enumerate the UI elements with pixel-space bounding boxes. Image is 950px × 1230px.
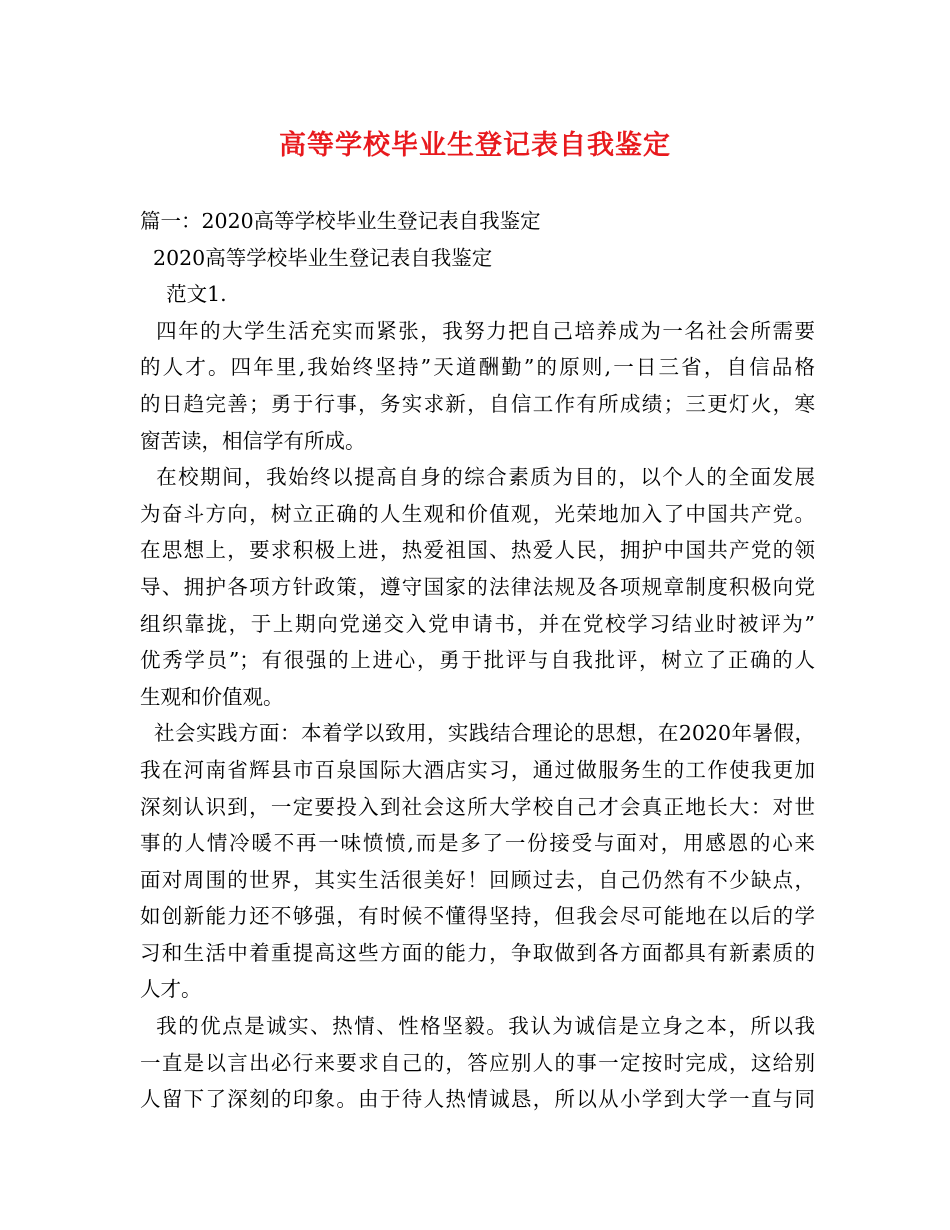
body-line: 习和生活中着重提高这些方面的能力，争取做到各方面都具有新素质的 — [140, 940, 815, 965]
body-line: 面对周围的世界，其实生活很美好！回顾过去，自己仍然有不少缺点， — [140, 867, 815, 892]
body-line: 人才。 — [140, 977, 202, 1002]
body-line: 在校期间，我始终以提高自身的综合素质为目的，以个人的全面发展 — [156, 465, 815, 490]
body-line: 一直是以言出必行来要求自己的，答应别人的事一定按时完成，这给别 — [140, 1050, 815, 1075]
body-line: 导、拥护各项方针政策，遵守国家的法律法规及各项规章制度积极向党 — [140, 574, 815, 599]
document-body — [140, 203, 815, 1118]
body-line: 社会实践方面：本着学以致用，实践结合理论的思想，在2020年暑假， — [154, 721, 815, 746]
body-line: 篇一：2020高等学校毕业生登记表自我鉴定 — [140, 209, 541, 233]
body-line: 2020高等学校毕业生登记表自我鉴定 — [153, 245, 493, 270]
body-line: 我在河南省辉县市百泉国际大酒店实习，通过做服务生的工作使我更加 — [140, 757, 815, 782]
body-line: 的人才。四年里,我始终坚持”天道酬勤”的原则,一日三省，自信品格 — [140, 355, 815, 380]
body-line: 深刻认识到，一定要投入到社会这所大学校自己才会真正地长大：对世 — [140, 794, 815, 819]
body-line: 为奋斗方向，树立正确的人生观和价值观，光荣地加入了中国共产党。 — [140, 501, 815, 526]
body-line: 生观和价值观。 — [140, 684, 284, 709]
document-title: 高等学校毕业生登记表自我鉴定 — [279, 130, 671, 161]
body-line: 组织靠拢，于上期向党递交入党申请书，并在党校学习结业时被评为” — [140, 611, 815, 636]
body-line: 窗苦读，相信学有所成。 — [140, 428, 366, 453]
body-line: 的日趋完善；勇于行事，务实求新，自信工作有所成绩；三更灯火，寒 — [140, 391, 815, 416]
body-line: 范文1. — [166, 282, 227, 307]
body-line: 优秀学员”；有很强的上进心，勇于批评与自我批评，树立了正确的人 — [140, 648, 815, 673]
body-line: 在思想上，要求积极上进，热爱祖国、热爱人民，拥护中国共产党的领 — [140, 538, 815, 563]
body-line: 人留下了深刻的印象。由于待人热情诚恳，所以从小学到大学一直与同 — [140, 1087, 815, 1112]
body-line: 事的人情冷暖不再一味愤愤,而是多了一份接受与面对，用感恩的心来 — [140, 831, 815, 856]
body-line: 如创新能力还不够强，有时候不懂得坚持，但我会尽可能地在以后的学 — [140, 904, 815, 929]
body-line: 四年的大学生活充实而紧张，我努力把自己培养成为一名社会所需要 — [156, 318, 815, 343]
body-line: 我的优点是诚实、热情、性格坚毅。我认为诚信是立身之本，所以我 — [156, 1014, 815, 1039]
